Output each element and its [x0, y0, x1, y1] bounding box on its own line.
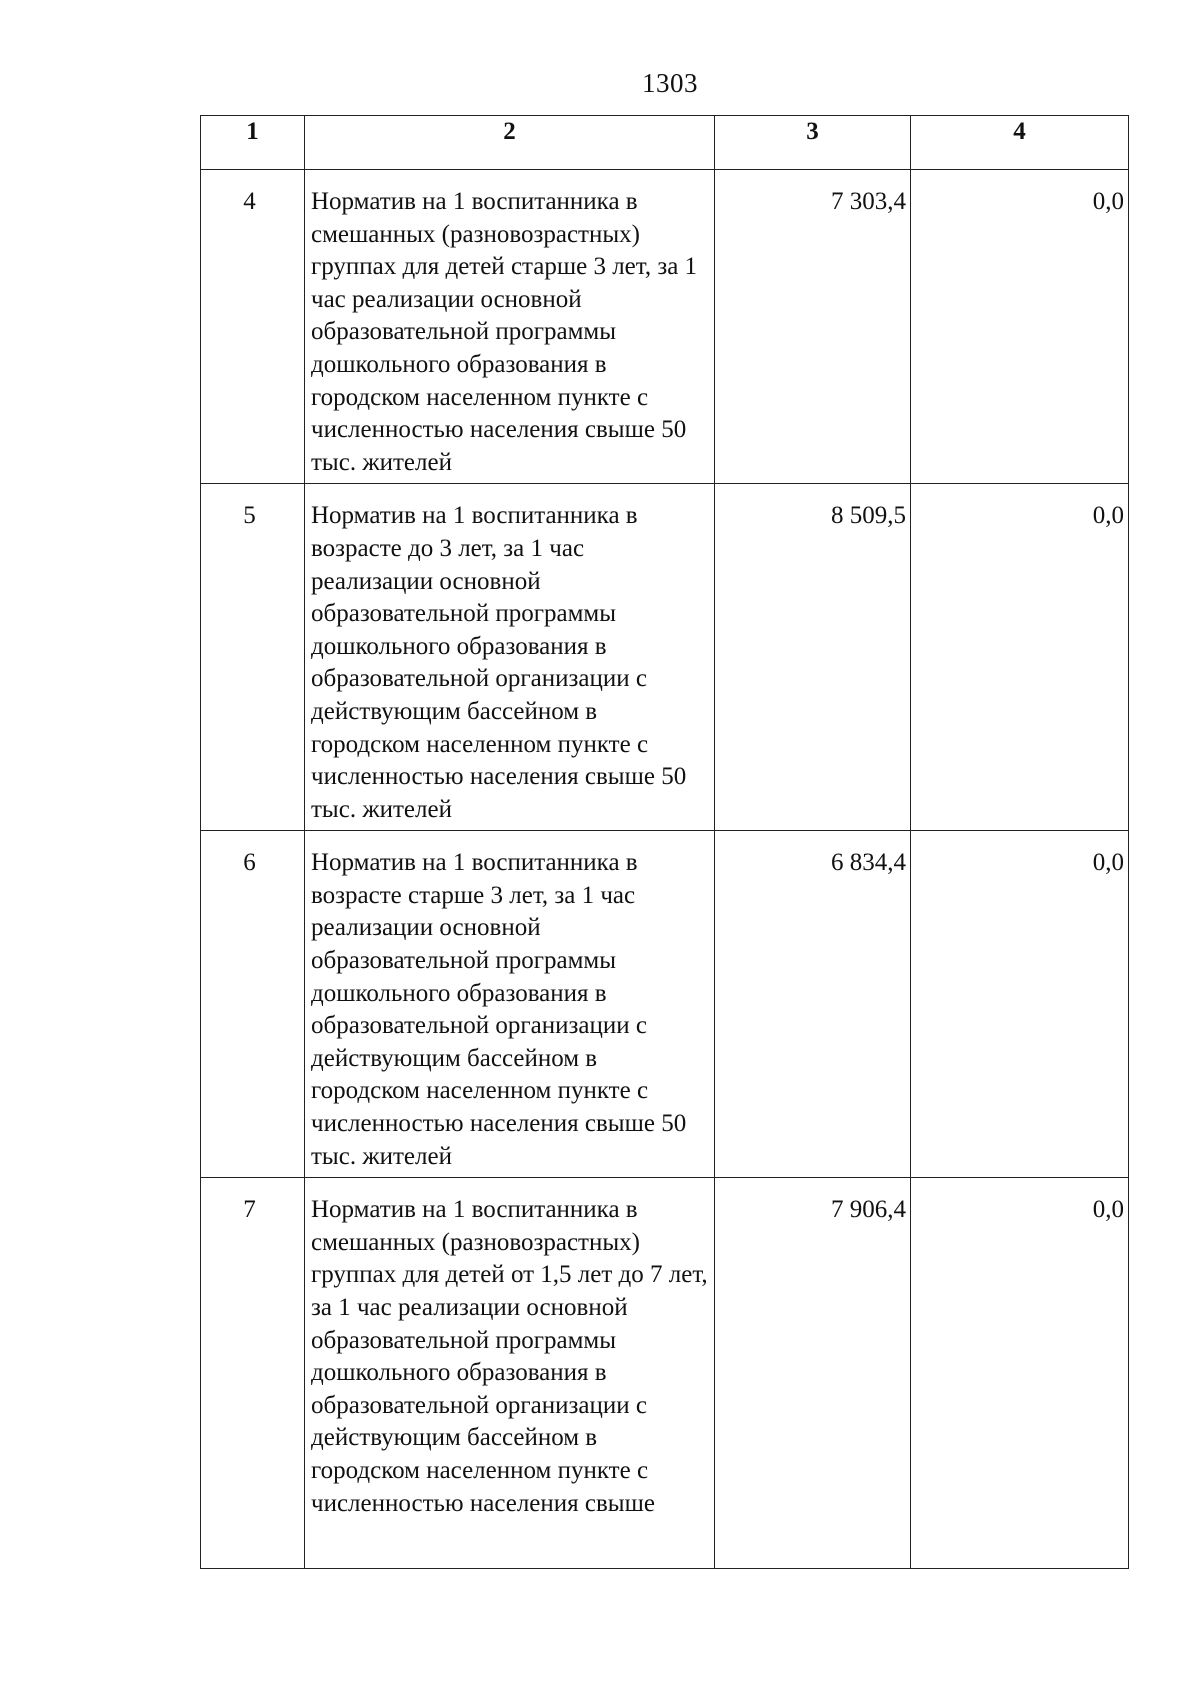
header-cell-4: 4 — [911, 116, 1129, 170]
page-number: 1303 — [642, 68, 698, 98]
header-cell-2: 2 — [305, 116, 715, 170]
table-row — [201, 484, 1129, 831]
table-header — [201, 116, 1129, 170]
row-value-col3: 7 303,4 — [715, 170, 911, 484]
row-value-col3: 6 834,4 — [715, 831, 911, 1178]
table-row — [201, 170, 1129, 484]
norms-table — [200, 115, 1129, 1569]
row-description: Норматив на 1 воспитанника в возрасте старше 3 лет, за 1 час реализации основной образовательной программы дошкольного образования в образовательной организации с действующим бассейном в городском населенном пункте с численностью населения свыше 50 тыс. жителей — [305, 831, 715, 1178]
header-cell-3: 3 — [715, 116, 911, 170]
row-value-col4: 0,0 — [911, 170, 1129, 484]
row-value-col3: 7 906,4 — [715, 1178, 911, 1569]
table-row — [201, 1178, 1129, 1569]
row-number: 6 — [201, 831, 305, 1178]
row-value-col4: 0,0 — [911, 484, 1129, 831]
row-number: 4 — [201, 170, 305, 484]
row-number: 5 — [201, 484, 305, 831]
row-value-col4: 0,0 — [911, 831, 1129, 1178]
table-body — [201, 170, 1129, 1569]
row-description: Норматив на 1 воспитанника в смешанных (разновозрастных) группах для детей старше 3 лет, за 1 час реализации основной образовательной программы дошкольного образования в городском населенном пункте с численностью населения свыше 50 тыс. жителей — [305, 170, 715, 484]
table-row — [201, 831, 1129, 1178]
header-row — [201, 116, 1129, 170]
row-description: Норматив на 1 воспитанника в смешанных (разновозрастных) группах для детей от 1,5 лет до 7 лет, за 1 час реализации основной образовательной программы дошкольного образования в образовательной организации с действующим бассейном в городском населенном пункте с численностью населения свыше — [305, 1178, 715, 1569]
row-value-col3: 8 509,5 — [715, 484, 911, 831]
row-value-col4: 0,0 — [911, 1178, 1129, 1569]
header-cell-1: 1 — [201, 116, 305, 170]
row-number: 7 — [201, 1178, 305, 1569]
row-description: Норматив на 1 воспитанника в возрасте до 3 лет, за 1 час реализации основной образовательной программы дошкольного образования в образовательной организации с действующим бассейном в городском населенном пункте с численностью населения свыше 50 тыс. жителей — [305, 484, 715, 831]
